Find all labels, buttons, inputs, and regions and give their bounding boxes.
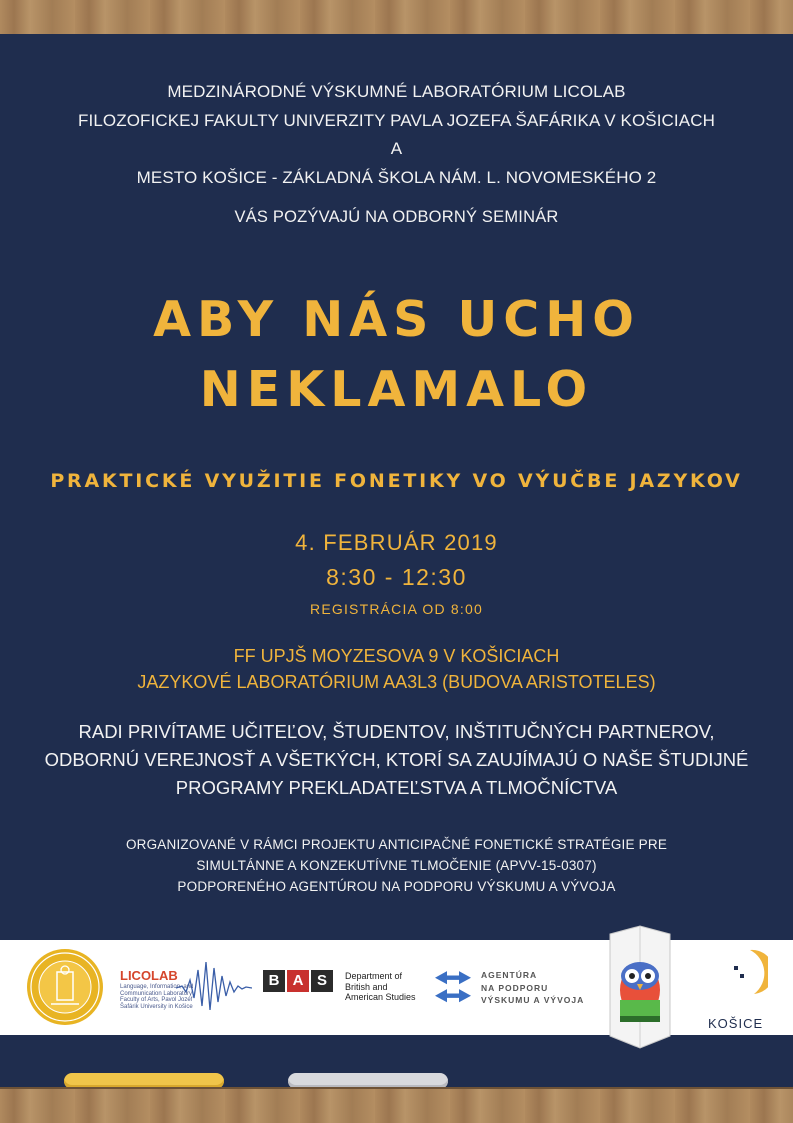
location-line2: JAZYKOVÉ LABORATÓRIUM AA3L3 (BUDOVA ARISTOTELES) [137,672,656,692]
invitation-text: VÁS POZÝVAJÚ NA ODBORNÝ SEMINÁR [234,208,559,226]
bas-logo [263,970,433,1004]
licolab-name: LICOLAB [120,968,178,983]
wood-frame-bottom [0,1087,793,1123]
wood-frame-top [0,0,793,36]
event-date: 4. FEBRUÁR 2019 [295,530,498,555]
logo-strip [0,940,793,1035]
event-time: 8:30 - 12:30 [326,564,467,590]
organizer-line: MEDZINÁRODNÉ VÝSKUMNÉ LABORATÓRIUM LICOLAB [167,82,626,101]
welcome-line: ODBORNÚ VEREJNOSŤ A VŠETKÝCH, KTORÍ SA ZAUJÍMAJÚ O NAŠE ŠTUDIJNÉ [44,749,749,770]
organizer-line: FILOZOFICKEJ FAKULTY UNIVERZITY PAVLA JOZEFA ŠAFÁRIKA V KOŠICIACH [78,110,715,130]
event-title-line1: ABY NÁS UCHO [153,291,640,348]
upjs-seal-logo [26,948,104,1026]
registration-time: REGISTRÁCIA OD 8:00 [310,601,483,617]
event-title [0,285,793,425]
project-line: ORGANIZOVANÉ V RÁMCI PROJEKTU ANTICIPAČNÉ FONETICKÉ STRATÉGIE PRE [125,837,668,852]
licolab-subtitle: Language, Information, and Communication Laboratory Faculty of Arts, Pavol Jozef Šafárik University in Košice [120,984,194,1010]
project-line: SIMULTÁNNE A KONZEKUTÍVNE TLMOČENIE (APVV-15-0307) [196,858,597,873]
kosice-crescent-icon [706,944,768,1006]
upjs-seal-icon [26,948,104,1026]
event-subtitle: PRAKTICKÉ VYUŽITIE FONETIKY VO VÝUČBE JAZYKOV [50,470,743,492]
kosice-city-logo [706,944,768,1030]
owl-book-icon [606,924,674,1050]
kosice-name: KOŠICE [708,1016,764,1031]
welcome-line: PROGRAMY PREKLADATEĽSTVA A TLMOČNÍCTVA [175,777,618,798]
apvv-agency-text: AGENTÚRA NA PODPORU VÝSKUMU A VÝVOJA [481,970,585,1005]
welcome-line: RADI PRIVÍTAME UČITEĽOV, ŠTUDENTOV, INŠTITUČNÝCH PARTNEROV, [78,721,715,742]
event-title-line2: NEKLAMALO [199,361,594,418]
chalkboard-background [0,34,793,1089]
bas-letter: B [263,970,285,992]
event-location [0,643,793,695]
project-info [0,834,793,897]
organizer-line: MESTO KOŠICE - ZÁKLADNÁ ŠKOLA NÁM. L. NOVOMESKÉHO 2 [136,167,657,187]
bas-letter: A [287,970,309,992]
organizer-line: A [390,139,403,158]
double-arrow-icon [435,968,471,1008]
location-line1: FF UPJŠ MOYZESOVA 9 V KOŠICIACH [233,646,560,666]
apvv-logo [435,964,595,1014]
bas-letter: S [311,970,333,992]
bas-department-text: Department of British and American Studies [345,971,416,1002]
welcome-text [0,718,793,802]
organizers-block [0,78,793,192]
project-line: PODPORENÉHO AGENTÚROU NA PODPORU VÝSKUMU A VÝVOJA [177,879,616,894]
school-owl-logo [606,924,674,1050]
licolab-logo [118,954,253,1024]
